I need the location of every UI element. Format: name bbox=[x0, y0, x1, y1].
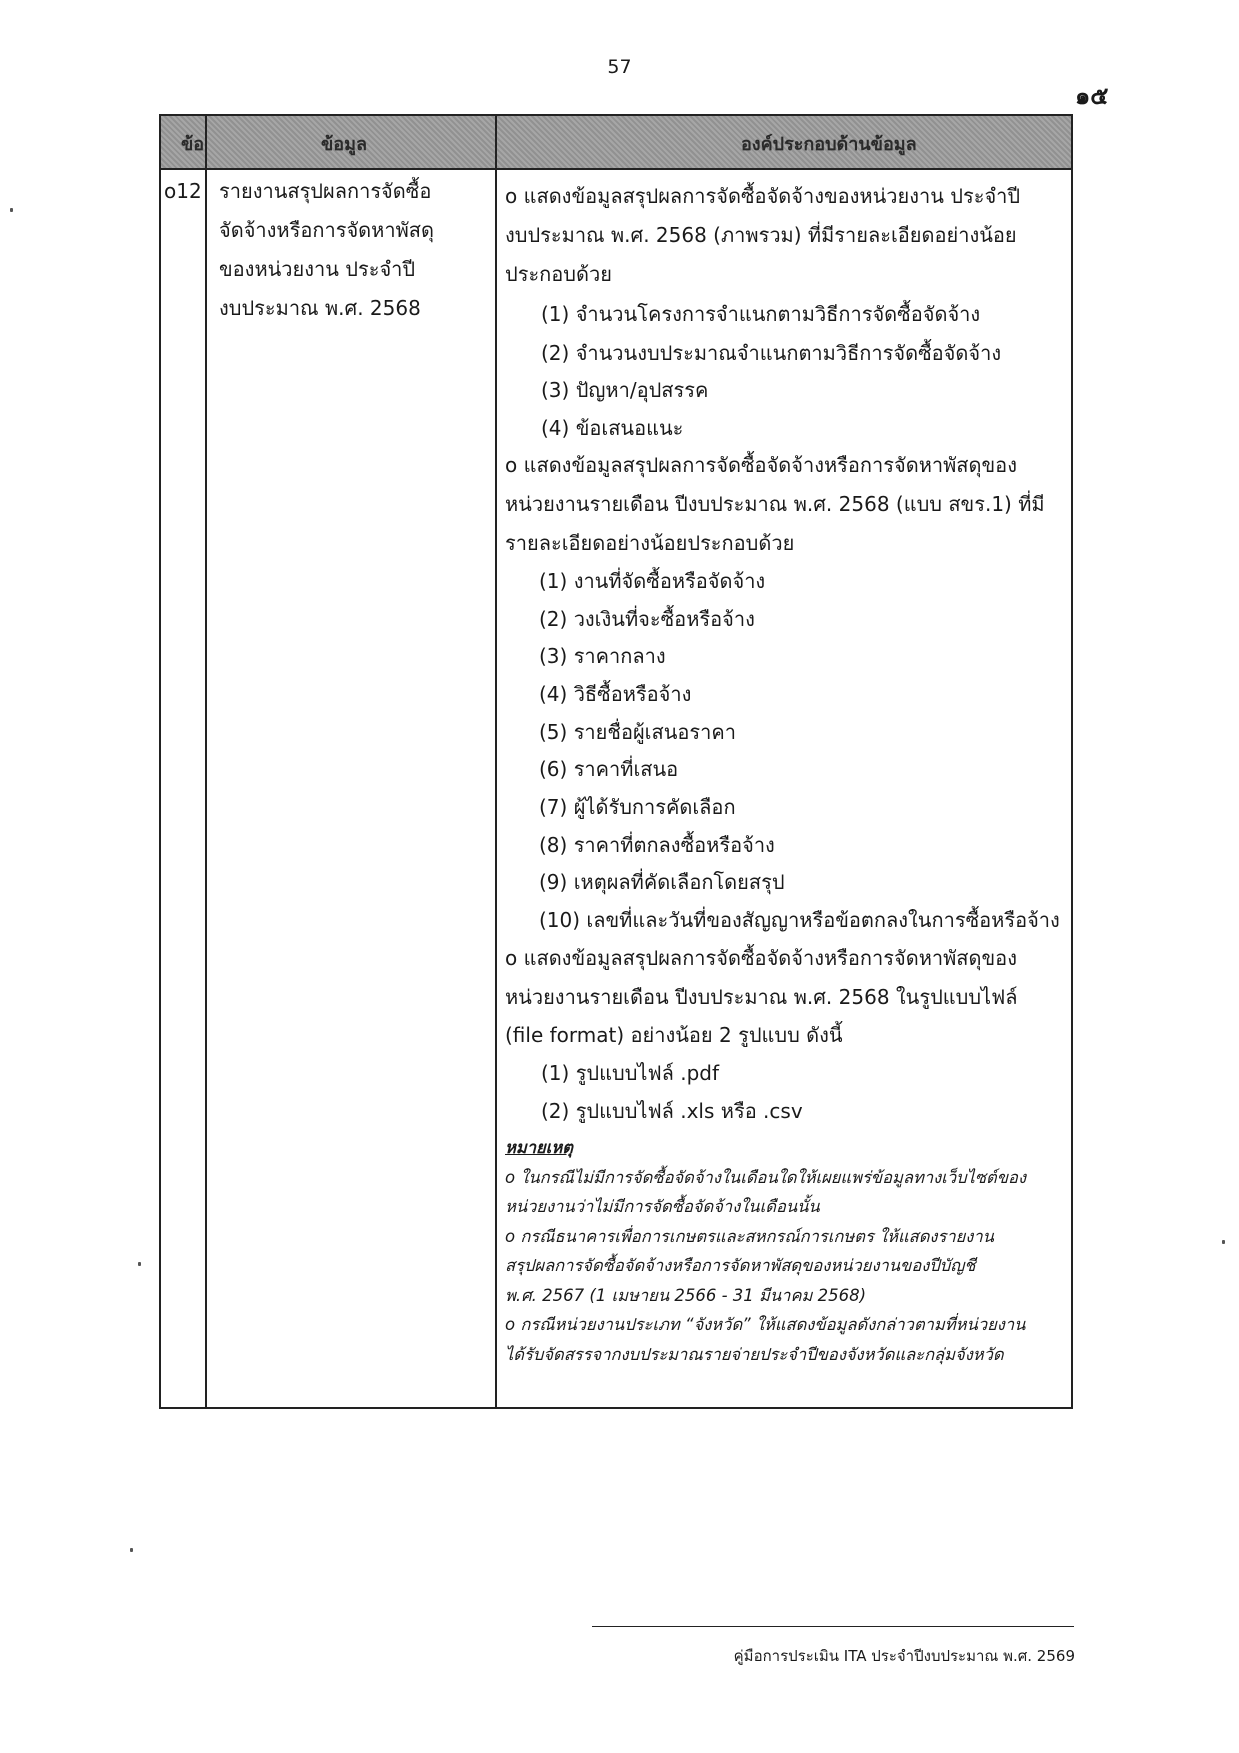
content-line: (9) เหตุผลที่คัดเลือกโดยสรุป bbox=[539, 870, 785, 894]
scan-speck bbox=[1222, 1240, 1225, 1244]
content-line: รายละเอียดอย่างน้อยประกอบด้วย bbox=[505, 531, 795, 555]
content-line: (3) ราคากลาง bbox=[539, 644, 666, 668]
content-line: (10) เลขที่และวันที่ของสัญญาหรือข้อตกลงในการซื้อหรือจ้าง bbox=[539, 908, 1060, 932]
note-line: o กรณีหน่วยงานประเภท “จังหวัด” ให้แสดงข้อมูลดังกล่าวตามที่หน่วยงาน bbox=[505, 1315, 1026, 1334]
info-line: รายงานสรุปผลการจัดซื้อ bbox=[219, 179, 432, 203]
content-line: (6) ราคาที่เสนอ bbox=[539, 757, 679, 781]
criteria-table bbox=[159, 114, 1073, 1409]
thai-page-number: ๑๕ bbox=[1075, 82, 1109, 110]
scan-speck bbox=[10, 208, 13, 212]
scan-speck bbox=[138, 1262, 141, 1266]
info-line: ของหน่วยงาน ประจำปี bbox=[219, 257, 416, 281]
content-line: (2) รูปแบบไฟล์ .xls หรือ .csv bbox=[541, 1099, 803, 1123]
content-line: (5) รายชื่อผู้เสนอราคา bbox=[539, 720, 736, 744]
column-divider bbox=[205, 116, 207, 1407]
footer-text: คู่มือการประเมิน ITA ประจำปีงบประมาณ พ.ศ. 2569 bbox=[733, 1647, 1075, 1665]
header-no: ข้อ bbox=[181, 134, 205, 155]
content-line: (3) ปัญหา/อุปสรรค bbox=[541, 378, 709, 402]
note-line: o ในกรณีไม่มีการจัดซื้อจัดจ้างในเดือนใดให้เผยแพร่ข้อมูลทางเว็บไซต์ของ bbox=[505, 1168, 1027, 1187]
content-line: (1) งานที่จัดซื้อหรือจัดจ้าง bbox=[539, 569, 766, 593]
info-line: งบประมาณ พ.ศ. 2568 bbox=[219, 296, 421, 320]
content-line: (1) รูปแบบไฟล์ .pdf bbox=[541, 1061, 720, 1085]
column-divider bbox=[495, 116, 497, 1407]
note-line: ได้รับจัดสรรจากงบประมาณรายจ่ายประจำปีของจังหวัดและกลุ่มจังหวัด bbox=[505, 1345, 1004, 1364]
content-line: งบประมาณ พ.ศ. 2568 (ภาพรวม) ที่มีรายละเอียดอย่างน้อย bbox=[505, 223, 1017, 247]
content-line: (1) จำนวนโครงการจำแนกตามวิธีการจัดซื้อจัดจ้าง bbox=[541, 302, 981, 326]
content-line: o แสดงข้อมูลสรุปผลการจัดซื้อจัดจ้างหรือการจัดหาพัสดุของ bbox=[505, 946, 1017, 970]
content-line: ประกอบด้วย bbox=[505, 262, 612, 286]
content-line: หน่วยงานรายเดือน ปีงบประมาณ พ.ศ. 2568 ในรูปแบบไฟล์ bbox=[505, 985, 1018, 1009]
scan-speck bbox=[130, 1548, 133, 1552]
header-components: องค์ประกอบด้านข้อมูล bbox=[741, 134, 917, 155]
note-title: หมายเหตุ bbox=[505, 1138, 573, 1157]
content-line: (4) วิธีซื้อหรือจ้าง bbox=[539, 682, 692, 706]
content-line: (4) ข้อเสนอแนะ bbox=[541, 416, 684, 440]
note-line: หน่วยงานว่าไม่มีการจัดซื้อจัดจ้างในเดือนนั้น bbox=[505, 1197, 820, 1216]
content-line: (2) จำนวนงบประมาณจำแนกตามวิธีการจัดซื้อจัดจ้าง bbox=[541, 341, 1002, 365]
table-header bbox=[161, 116, 1071, 170]
content-line: หน่วยงานรายเดือน ปีงบประมาณ พ.ศ. 2568 (แบบ สขร.1) ที่มี bbox=[505, 492, 1045, 516]
content-line: (file format) อย่างน้อย 2 รูปแบบ ดังนี้ bbox=[505, 1023, 843, 1047]
page-number: 57 bbox=[607, 56, 632, 78]
content-line: (8) ราคาที่ตกลงซื้อหรือจ้าง bbox=[539, 833, 775, 857]
note-line: พ.ศ. 2567 (1 เมษายน 2566 - 31 มีนาคม 2568) bbox=[505, 1286, 867, 1305]
content-line: o แสดงข้อมูลสรุปผลการจัดซื้อจัดจ้างหรือการจัดหาพัสดุของ bbox=[505, 453, 1017, 477]
note-line: o กรณีธนาคารเพื่อการเกษตรและสหกรณ์การเกษตร ให้แสดงรายงาน bbox=[505, 1227, 994, 1246]
info-line: จัดจ้างหรือการจัดหาพัสดุ bbox=[219, 218, 434, 242]
footer-divider bbox=[592, 1626, 1074, 1627]
header-info: ข้อมูล bbox=[321, 134, 368, 155]
note-line: สรุปผลการจัดซื้อจัดจ้างหรือการจัดหาพัสดุของหน่วยงานของปีบัญชี bbox=[505, 1256, 976, 1275]
content-line: (2) วงเงินที่จะซื้อหรือจ้าง bbox=[539, 607, 755, 631]
content-line: o แสดงข้อมูลสรุปผลการจัดซื้อจัดจ้างของหน่วยงาน ประจำปี bbox=[505, 184, 1021, 208]
row-number: o12 bbox=[164, 179, 202, 203]
content-line: (7) ผู้ได้รับการคัดเลือก bbox=[539, 795, 736, 819]
